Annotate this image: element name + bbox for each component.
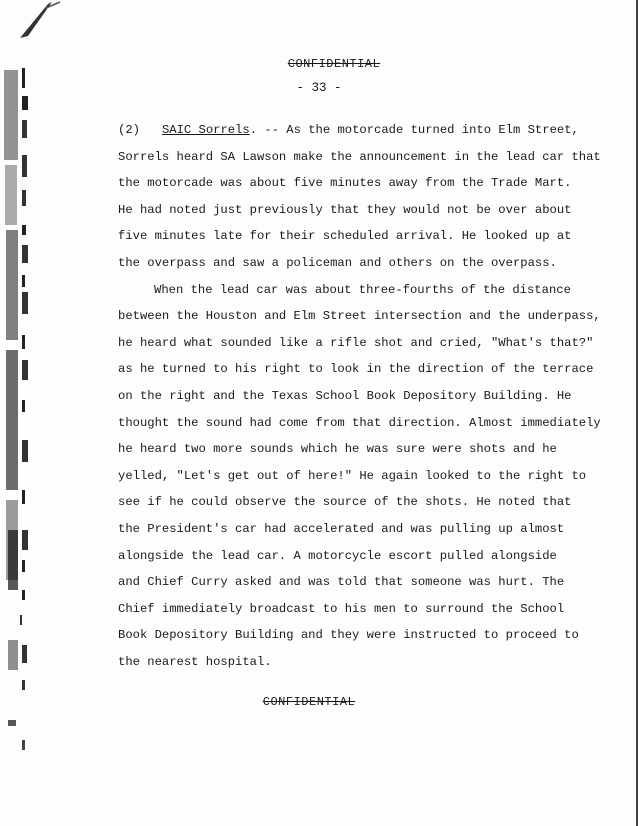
subject-name: SAIC Sorrels [161, 123, 250, 137]
text-line: He had noted just previously that they would not be over about [118, 202, 572, 217]
text-line: he heard what sounded like a rifle shot and cried, "What's that?" [118, 335, 594, 350]
classification-footer: CONFIDENTIAL [262, 695, 356, 709]
text-line: the overpass and saw a policeman and others on the overpass. [118, 255, 557, 270]
text-line: see if he could observe the source of the shots. He noted that [118, 495, 572, 510]
text-line: Book Depository Building and they were instructed to proceed to [118, 628, 579, 643]
classification-header: CONFIDENTIAL [287, 57, 381, 71]
text-line: on the right and the Texas School Book Depository Building. He [118, 388, 572, 403]
paragraph-number: (2) [118, 123, 140, 137]
text-line: When the lead car was about three-fourths of the distance [154, 282, 571, 297]
text-line: and Chief Curry asked and was told that someone was hurt. The [118, 575, 565, 590]
paragraph-1-line-1-rest: . -- As the motorcade turned into Elm Street, [249, 123, 579, 137]
text-line: as he turned to his right to look in the direction of the terrace [118, 362, 594, 377]
scan-binding-artifacts [2, 60, 32, 780]
text-line: Sorrels heard SA Lawson make the announcement in the lead car that [118, 149, 601, 164]
text-line: the President's car had accelerated and was pulling up almost [118, 521, 565, 536]
text-line: the nearest hospital. [118, 654, 272, 669]
text-line: five minutes late for their scheduled arrival. He looked up at [118, 229, 572, 244]
paragraph-1-line-1 [118, 117, 598, 144]
text-line: the motorcade was about five minutes away from the Trade Mart. [118, 176, 572, 191]
text-line: he heard two more sounds which he was sure were shots and he [118, 442, 557, 457]
text-line: Chief immediately broadcast to his men to surround the School [118, 601, 565, 616]
text-line: between the Houston and Elm Street intersection and the underpass, [118, 309, 601, 324]
text-line: thought the sound had come from that direction. Almost immediately [118, 415, 601, 430]
text-line: yelled, "Let's get out of here!" He again looked to the right to [118, 468, 587, 483]
page-number: - 33 - [296, 81, 342, 95]
body-text [118, 117, 601, 675]
text-line: alongside the lead car. A motorcycle escort pulled alongside [118, 548, 557, 563]
scan-mark-top [18, 0, 62, 40]
